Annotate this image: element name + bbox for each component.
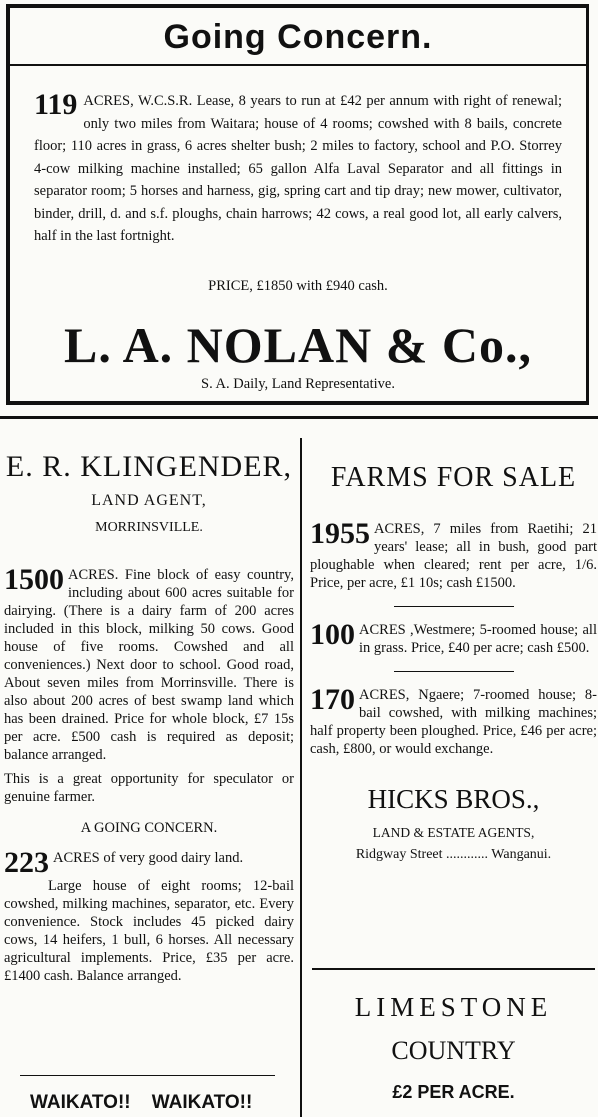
price-per-acre: £2 PER ACRE. — [392, 1082, 515, 1102]
listing-170 — [310, 683, 597, 758]
ad-body-text: ACRES, W.C.S.R. Lease, 8 years to run at £42 per annum with right of renewal; only two miles from Waitara; house of 4 rooms; cowshed with 8 bails, concrete floor; 110 acres in grass, 6 acres shelter bush; 2 miles to factory, school and P.O. Storrey 4-cow milking machine installed; 65 gallon Alfa Laval Separator and all fittings in separator room; 5 horses and harness, gig, spring cart and tip dray; new mower, cultivator, binder, drill, d. and s.f. ploughs, chain harrows; 42 cows, a real good lot, all early calvers, half in the last fortnight. — [34, 93, 562, 244]
ad-body — [34, 90, 562, 248]
agent-role: LAND AGENT, — [91, 492, 207, 509]
column-divider — [300, 438, 302, 1117]
price-line: PRICE, £1850 with £940 cash. — [208, 278, 388, 294]
going-concern-heading: A GOING CONCERN. — [80, 820, 218, 836]
country-heading: COUNTRY — [391, 1036, 516, 1065]
listing-text: ACRES, 7 miles from Raetihi; 21 years' lease; all in bush, good part ploughable when cleared; rent per acre, 1/6. Price, per acre, £1 10s; cash £1500. — [310, 521, 597, 591]
listing-1955 — [310, 517, 597, 592]
listing-number: 100 — [310, 618, 355, 651]
divider — [394, 671, 514, 672]
agent-town: MORRINSVILLE. — [95, 520, 203, 535]
divider — [20, 1075, 275, 1076]
listing-text: ACRES. Fine block of easy country, including about 600 acres suitable for dairying. (There is a dairy farm of 200 acres included in this block, milking 50 cows. Good house of five rooms. Cowshed and all conveniences.) Next door to school. Good road, About seven miles from Morrinsville. There is also about 200 acres of best swamp land which has been drained. Price for whole block, £7 15s per acre. £500 cash is required as deposit; balance arranged. — [4, 567, 294, 763]
limestone-heading: LIMESTONE — [354, 992, 553, 1022]
listing-text: ACRES ,Westmere; 5-roomed house; all in grass. Price, £40 per acre; cash £500. — [359, 622, 597, 656]
listing-number: 1500 — [4, 563, 64, 596]
listing-first-line: ACRES of very good dairy land. — [53, 850, 244, 866]
agent-address: Ridgway Street ............ Wanganui. — [355, 847, 552, 862]
title-rule — [10, 64, 586, 66]
listing-1500 — [4, 563, 294, 806]
agent-name: E. R. KLINGENDER, — [5, 450, 293, 483]
listing-number: 1955 — [310, 517, 370, 550]
ad-title: FARMS FOR SALE — [330, 462, 577, 493]
listing-text: Large house of eight rooms; 12-bail cowshed, milking machines, separator, etc. Every convenience. Stock includes 45 picked dairy cows, 14 heifers, 1 bull, 6 horses. All necessary agricultural implements. Price, £35 per acre. £1400 cash. Balance arranged. — [4, 878, 294, 984]
waikato-heading: WAIKATO!! WAIKATO!! — [30, 1092, 253, 1113]
agent-subtitle: S. A. Daily, Land Representative. — [201, 376, 395, 392]
klingender-ad — [4, 450, 294, 985]
acres-number: 119 — [34, 88, 78, 121]
listing-223 — [4, 846, 294, 985]
listing-number: 223 — [4, 846, 49, 879]
agent-name: HICKS BROS., — [367, 784, 540, 814]
divider — [312, 968, 595, 970]
going-concern-ad — [6, 4, 589, 405]
listing-100 — [310, 618, 597, 657]
divider — [394, 606, 514, 607]
farms-for-sale-ad — [310, 462, 597, 863]
agent-role: LAND & ESTATE AGENTS, — [372, 825, 535, 840]
ad-title: Going Concern. — [163, 18, 433, 56]
listing-text: ACRES, Ngaere; 7-roomed house; 8-bail cowshed, with milking machines; half property been ploughed. Price, £46 per acre; cash, £800, or would exchange. — [310, 687, 597, 757]
listing-number: 170 — [310, 683, 355, 716]
agent-name: L. A. NOLAN & Co., — [63, 317, 533, 373]
listing-note: This is a great opportunity for speculator or genuine farmer. — [4, 771, 294, 805]
section-rule — [0, 416, 598, 419]
